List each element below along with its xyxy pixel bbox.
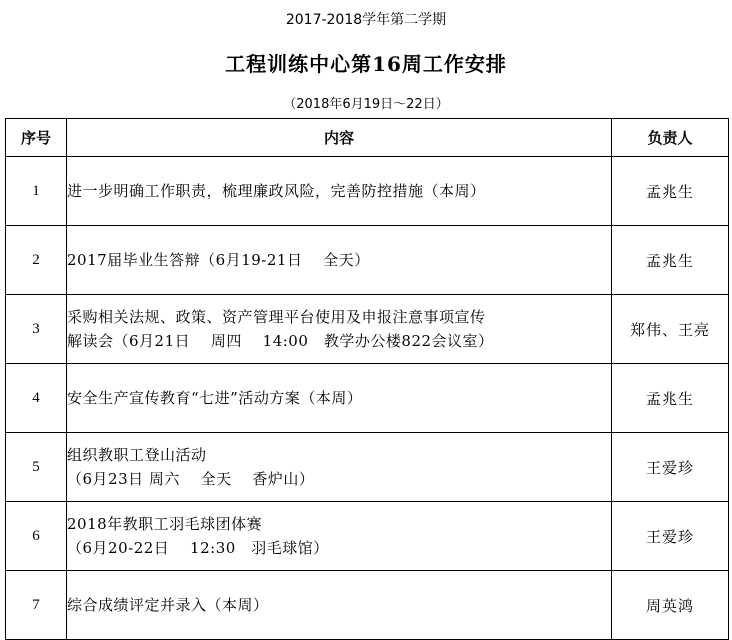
row-content	[67, 571, 612, 640]
page-title: 工程训练中心第16周工作安排	[225, 52, 507, 76]
row-content-line: 综合成绩评定并录入（本周）	[67, 596, 269, 614]
row-content	[67, 502, 612, 571]
row-content	[67, 226, 612, 295]
row-content-line: 2018年教职工羽毛球团体赛	[67, 515, 263, 533]
table-row	[6, 571, 729, 640]
row-owner: 孟兆生	[612, 364, 729, 433]
row-content	[67, 295, 612, 364]
row-content	[67, 364, 612, 433]
table-header-row	[6, 119, 729, 157]
row-content-line: 组织教职工登山活动	[67, 446, 207, 464]
row-content-line: （6月23日 周六 全天 香炉山）	[67, 470, 315, 488]
table-row	[6, 364, 729, 433]
row-owner: 周英鸿	[612, 571, 729, 640]
row-owner: 王爱珍	[612, 502, 729, 571]
term-label: 2017-2018学年第二学期	[285, 12, 447, 28]
table-row	[6, 157, 729, 226]
row-number: 1	[6, 157, 67, 226]
table-row	[6, 433, 729, 502]
row-number: 2	[6, 226, 67, 295]
row-content-line: 安全生产宣传教育“七进”活动方案（本周）	[67, 389, 363, 407]
row-owner: 孟兆生	[612, 226, 729, 295]
row-number: 6	[6, 502, 67, 571]
row-content	[67, 433, 612, 502]
table-row	[6, 502, 729, 571]
row-number: 5	[6, 433, 67, 502]
table-row	[6, 295, 729, 364]
column-header-owner: 负责人	[612, 119, 729, 157]
row-number: 7	[6, 571, 67, 640]
row-content-line: （6月20-22日 12:30 羽毛球馆）	[67, 539, 329, 557]
date-range: （2018年6月19日～22日）	[283, 97, 449, 112]
row-content-line: 2017届毕业生答辩（6月19-21日 全天）	[67, 251, 370, 269]
row-owner: 王爱珍	[612, 433, 729, 502]
row-owner: 郑伟、王亮	[612, 295, 729, 364]
row-owner: 孟兆生	[612, 157, 729, 226]
row-content-line: 解读会（6月21日 周四 14:00 教学办公楼822会议室）	[67, 332, 494, 350]
row-number: 4	[6, 364, 67, 433]
schedule-table	[5, 118, 729, 640]
row-number: 3	[6, 295, 67, 364]
column-header-content: 内容	[67, 119, 612, 157]
column-header-index: 序号	[6, 119, 67, 157]
row-content	[67, 157, 612, 226]
row-content-line: 进一步明确工作职责，梳理廉政风险，完善防控措施（本周）	[67, 182, 486, 200]
table-row	[6, 226, 729, 295]
row-content-line: 采购相关法规、政策、资产管理平台使用及申报注意事项宣传	[67, 308, 486, 326]
